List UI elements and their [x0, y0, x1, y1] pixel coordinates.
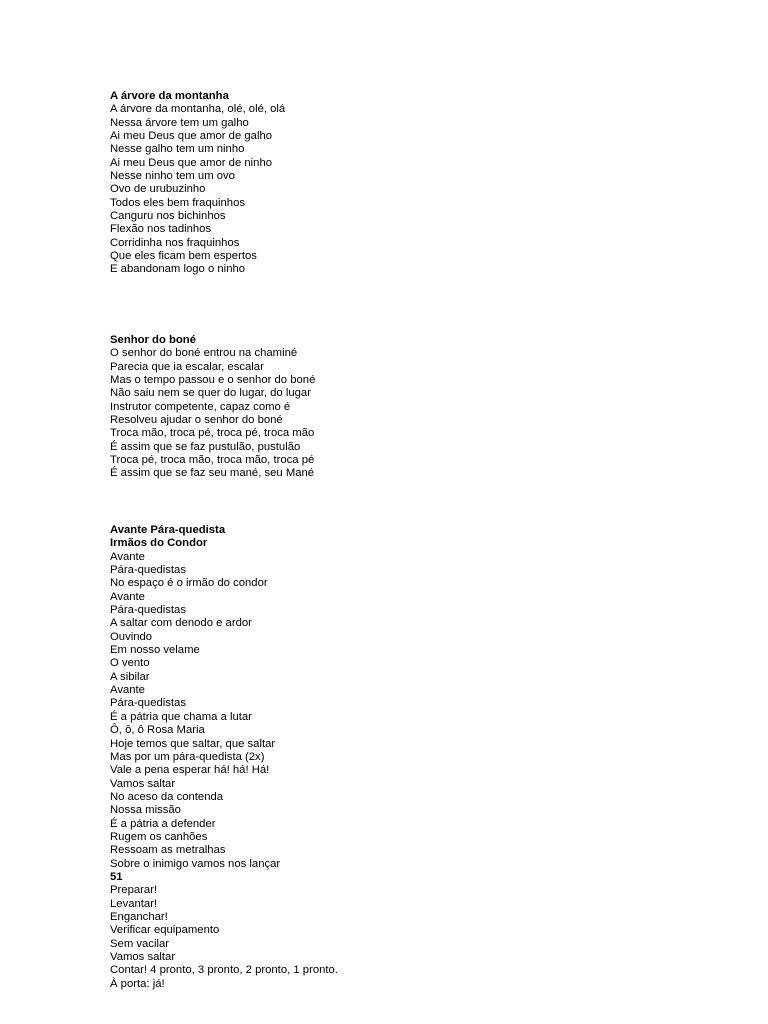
page-number: 51	[110, 870, 123, 883]
song-senhor-do-bone	[110, 334, 315, 481]
lyric-line: Avante	[110, 684, 145, 697]
lyric-line: Verificar equipamento	[110, 924, 220, 937]
lyric-line: Vamos saltar	[110, 951, 176, 963]
lyric-line: Vamos saltar	[110, 777, 176, 790]
lyric-line: À porta: já!	[110, 977, 165, 990]
lyric-line: Resolveu ajudar o senhor do boné	[110, 414, 283, 427]
lyric-line: É assim que se faz pustulão, pustulão	[110, 440, 301, 453]
lyric-line: No aceso da contenda	[110, 790, 224, 803]
lyric-line: É a pátria a defender	[110, 817, 216, 830]
lyric-line: Nesse galho tem um ninho	[110, 143, 245, 156]
lyric-line: Sobre o inimigo vamos nos lançar	[110, 857, 281, 870]
lyric-line: É a pátria que chama a lutar	[110, 710, 252, 723]
lyric-line: Instrutor competente, capaz como é	[110, 400, 291, 413]
lyric-line: Mas por um pára-quedista (2x)	[110, 750, 265, 763]
song-arvore-da-montanha	[110, 90, 285, 277]
lyric-line: Ovo de urubuzinho	[110, 183, 206, 196]
lyric-line: Flexão nos tadinhos	[110, 223, 212, 236]
lyric-line: E abandonam logo o ninho	[110, 263, 246, 276]
lyric-line: A saltar com denodo e ardor	[110, 617, 252, 630]
song-title: Avante Pára-quedista	[110, 524, 226, 536]
lyric-line: Troca mão, troca pé, troca pé, troca mão	[110, 427, 315, 440]
lyric-line: Ai meu Deus que amor de ninho	[110, 156, 273, 169]
lyric-line: Preparar!	[110, 884, 158, 897]
lyric-line: Avante	[110, 550, 145, 563]
song-title: A árvore da montanha	[110, 90, 229, 102]
lyric-line: Nossa missão	[110, 804, 181, 817]
lyric-line: A sibilar	[110, 670, 150, 683]
song-title: Senhor do boné	[110, 334, 196, 346]
lyric-line: Pára-quedistas	[110, 697, 186, 710]
lyric-line: Parecia que ia escalar, escalar	[110, 360, 264, 373]
lyric-line: O vento	[110, 657, 150, 670]
lyric-line: Corridinha nos fraquinhos	[110, 236, 240, 249]
lyric-line: Ressoam as metralhas	[110, 844, 226, 857]
lyric-line: É assim que se faz seu mané, seu Mané	[110, 467, 315, 480]
lyric-line: Nesse ninho tem um ovo	[110, 170, 235, 183]
lyric-line: Vale a pena esperar há! há! Há!	[110, 764, 270, 777]
lyric-line: A árvore da montanha, olé, olé, olá	[110, 103, 286, 116]
song-avante-para-quedista	[110, 524, 338, 991]
lyric-line: Ô, ô, ô Rosa Maria	[110, 724, 205, 737]
lyric-line: Hoje temos que saltar, que saltar	[110, 737, 276, 750]
lyric-line: Mas o tempo passou e o senhor do boné	[110, 374, 316, 387]
song-lyrics	[110, 551, 338, 991]
lyric-line: Em nosso velame	[110, 644, 200, 657]
lyric-line: Pára-quedistas	[110, 604, 186, 617]
song-subtitle: Irmãos do Condor	[110, 537, 208, 550]
lyric-line: Não saiu nem se quer do lugar, do lugar	[110, 387, 311, 400]
lyric-line: Que eles ficam bem espertos	[110, 250, 257, 263]
lyric-line: Pára-quedistas	[110, 564, 186, 577]
lyric-line: No espaço é o irmão do condor	[110, 577, 268, 590]
lyric-line: Troca pé, troca mão, troca mão, troca pé	[110, 454, 315, 467]
lyric-line: Rugem os canhões	[110, 830, 208, 843]
lyric-line: Avante	[110, 590, 145, 603]
lyric-line: Canguru nos bichinhos	[110, 210, 226, 223]
lyric-line: Enganchar!	[110, 910, 168, 923]
lyric-line: Ouvindo	[110, 630, 153, 643]
lyric-line: O senhor do boné entrou na chaminé	[110, 347, 298, 360]
song-lyrics	[110, 347, 315, 480]
lyric-line: Nessa árvore tem um galho	[110, 116, 249, 129]
lyric-line: Levantar!	[110, 897, 158, 910]
song-lyrics	[110, 103, 285, 276]
lyric-line: Ai meu Deus que amor de galho	[110, 130, 273, 143]
lyric-line: Sem vacilar	[110, 937, 170, 950]
lyric-line: Contar! 4 pronto, 3 pronto, 2 pronto, 1 pronto.	[110, 964, 338, 977]
lyric-line: Todos eles bem fraquinhos	[110, 196, 246, 209]
